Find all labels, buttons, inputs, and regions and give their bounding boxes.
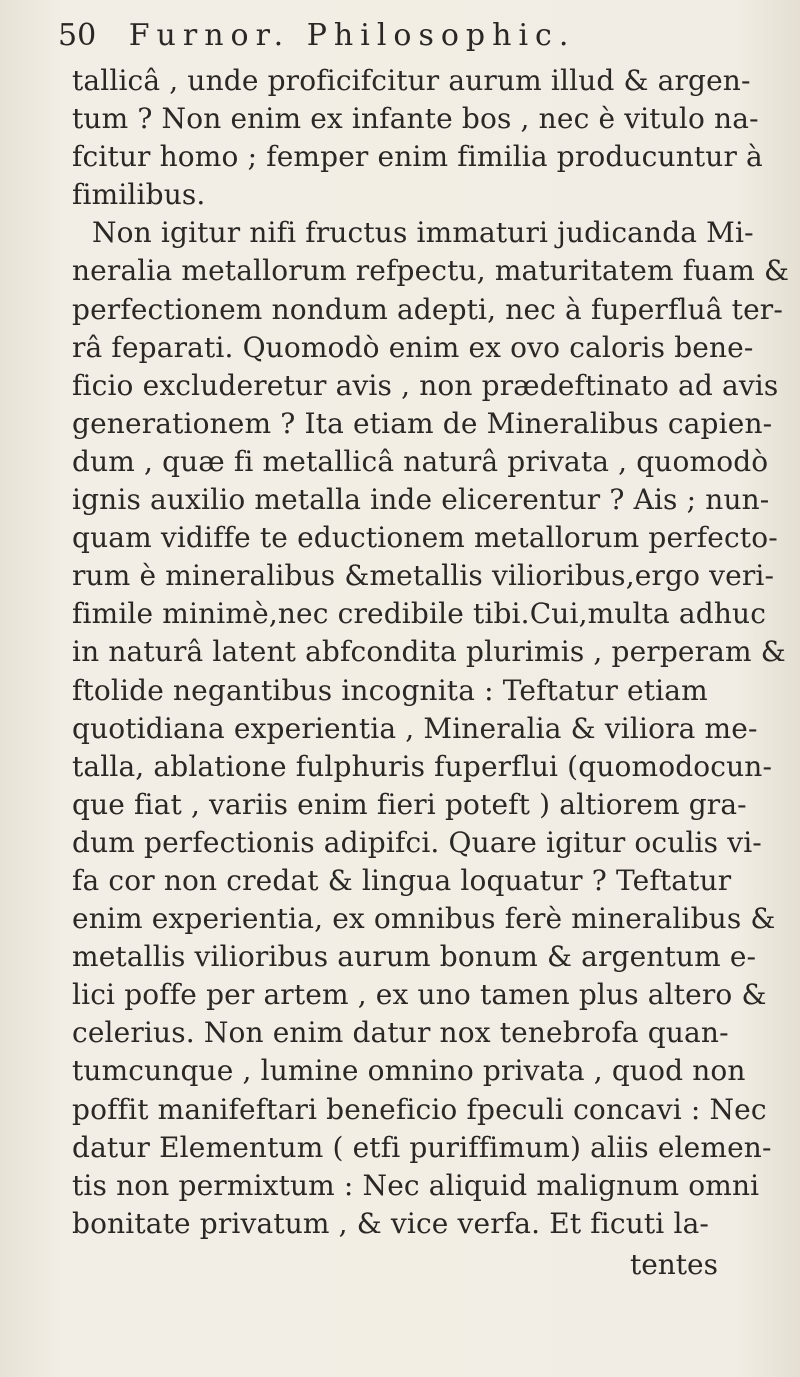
text-line: talla, ablatione fulphuris fuperflui (quomodocun- <box>72 749 773 783</box>
text-line: datur Elementum ( etfi puriffimum) aliis elemen- <box>72 1130 772 1164</box>
text-line: tallicâ , unde proficifcitur aurum illud & argen- <box>72 64 751 97</box>
page-number: 50 <box>58 18 97 53</box>
text-line: in naturâ latent abfcondita plurimis , perperam & <box>72 635 786 669</box>
text-line: rum è mineralibus &metallis vilioribus,ergo veri- <box>72 559 775 593</box>
text-line: ficio excluderetur avis , non prædeftinato ad avis <box>72 368 779 402</box>
body-text <box>72 62 790 1243</box>
text-line: celerius. Non enim datur nox tenebrofa quan- <box>72 1016 729 1050</box>
text-line: dum , quæ fi metallicâ naturâ privata , quomodò <box>72 444 769 478</box>
running-title: Furnor. Philosophic. <box>128 18 576 53</box>
text-line: que fiat , variis enim fieri poteft ) altiorem gra- <box>72 787 747 821</box>
text-line: fa cor non credat & lingua loquatur ? Teftatur <box>72 863 732 897</box>
text-line: fcitur homo ; femper enim fimilia producuntur à <box>72 140 763 174</box>
text-line: fimile minimè,nec credibile tibi.Cui,multa adhuc <box>72 597 767 631</box>
text-line: quotidiana experientia , Mineralia & viliora me- <box>72 711 758 745</box>
text-line: ignis auxilio metalla inde elicerentur ? Ais ; nun- <box>72 483 770 517</box>
text-line: bonitate privatum , & vice verfa. Et ficuti la- <box>72 1206 710 1240</box>
text-line: neralia metallorum refpectu, maturitatem fuam & <box>72 254 790 288</box>
text-line: dum perfectionis adipifci. Quare igitur oculis vi- <box>72 825 762 859</box>
text-line: Non igitur nifi fructus immaturi judicanda Mi- <box>92 216 754 250</box>
text-line: tis non permixtum : Nec aliquid malignum omni <box>72 1168 760 1202</box>
text-line: poffit manifeftari beneficio fpeculi concavi : Nec <box>72 1092 767 1126</box>
running-header <box>58 18 758 66</box>
text-line: râ feparati. Quomodò enim ex ovo caloris bene- <box>72 330 754 364</box>
text-line: tum ? Non enim ex infante bos , nec è vitulo na- <box>72 102 759 136</box>
text-line: tumcunque , lumine omnino privata , quod non <box>72 1054 746 1088</box>
text-line: quam vidiffe te eductionem metallorum perfecto- <box>72 521 778 555</box>
text-line: ftolide negantibus incognita : Teftatur etiam <box>72 673 708 707</box>
catchword: tentes <box>629 1248 718 1281</box>
text-line: enim experientia, ex omnibus ferè mineralibus & <box>72 902 776 936</box>
text-line: metallis vilioribus aurum bonum & argentum e- <box>72 940 757 974</box>
text-line: perfectionem nondum adepti, nec à fuperfluâ ter- <box>72 292 783 326</box>
text-line: lici poffe per artem , ex uno tamen plus altero & <box>72 978 767 1012</box>
text-line: generationem ? Ita etiam de Mineralibus capien- <box>72 406 773 440</box>
text-line: fimilibus. <box>72 178 206 212</box>
